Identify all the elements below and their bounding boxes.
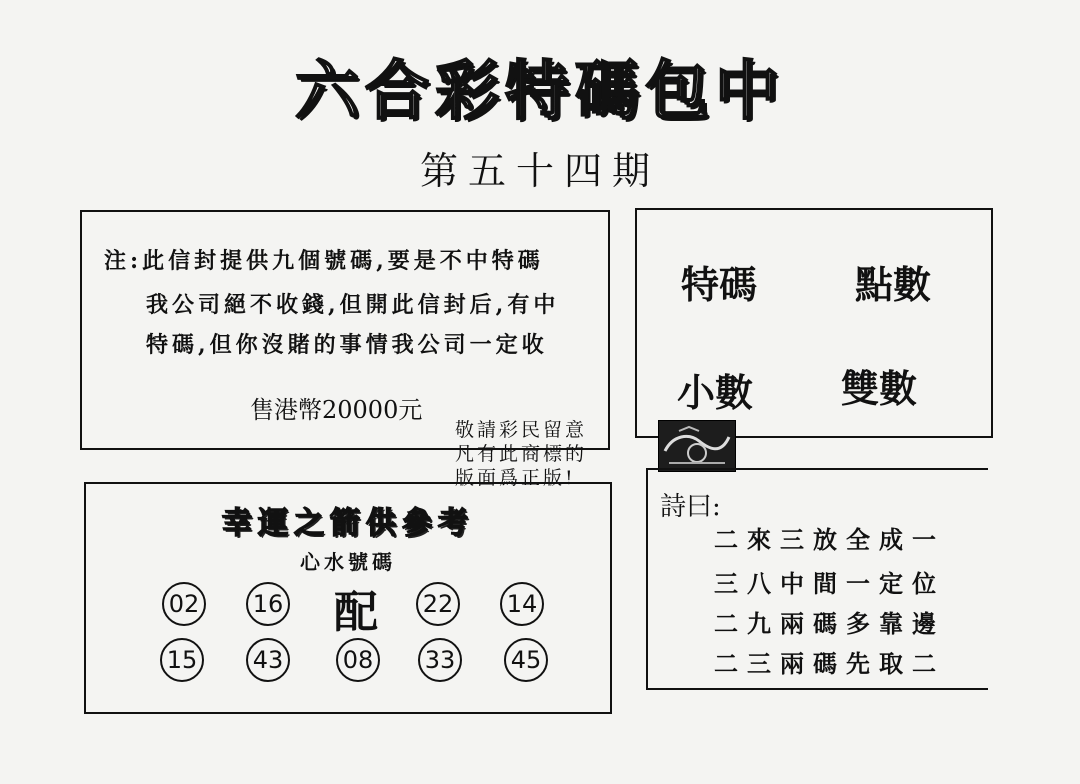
notice-box bbox=[80, 210, 610, 450]
number-circle: 22 bbox=[416, 582, 460, 626]
trademark-line: 敬請彩民留意 bbox=[455, 419, 588, 441]
number-circle: 45 bbox=[504, 638, 548, 682]
poem-line: 二來三放全成一 bbox=[714, 525, 945, 554]
number-circle: 15 bbox=[160, 638, 204, 682]
pei-character: 配 bbox=[334, 587, 378, 638]
number-circle: 02 bbox=[162, 582, 206, 626]
number-circle: 43 bbox=[246, 638, 290, 682]
page-title: 六合彩特碼包中 bbox=[295, 55, 785, 129]
price-text: 售港幣20000元 bbox=[250, 396, 423, 424]
number-circle: 08 bbox=[336, 638, 380, 682]
number-circle: 33 bbox=[418, 638, 462, 682]
heart-numbers-label: 心水號碼 bbox=[300, 550, 396, 574]
trademark-line: 凡有此商標的 bbox=[455, 443, 588, 465]
code-label: 雙數 bbox=[841, 367, 918, 411]
issue-number: 第五十四期 bbox=[419, 149, 660, 193]
poem-line: 三八中間一定位 bbox=[714, 569, 945, 598]
trademark-note bbox=[455, 418, 587, 490]
number-circle: 16 bbox=[246, 582, 290, 626]
poem-box bbox=[646, 468, 988, 690]
code-type-box bbox=[635, 208, 993, 438]
poem-line: 二九兩碼多靠邊 bbox=[714, 609, 945, 638]
code-label: 小數 bbox=[677, 371, 754, 415]
lucky-numbers-box bbox=[84, 482, 612, 714]
poem-heading: 詩曰: bbox=[660, 492, 721, 522]
lucky-title: 幸運之箭供參考 bbox=[222, 506, 474, 541]
code-label: 點數 bbox=[855, 263, 932, 307]
trademark-line: 版面爲正版! bbox=[455, 467, 576, 489]
notice-line: 注:此信封提供九個號碼,要是不中特碼 bbox=[104, 248, 544, 274]
code-label: 特碼 bbox=[681, 263, 758, 307]
notice-line: 特碼,但你沒賭的事情我公司一定收 bbox=[146, 332, 548, 358]
trademark-logo-icon bbox=[658, 420, 736, 472]
notice-line: 我公司絕不收錢,但開此信封后,有中 bbox=[146, 292, 560, 318]
poem-line: 二三兩碼先取二 bbox=[714, 649, 945, 678]
number-circle: 14 bbox=[500, 582, 544, 626]
